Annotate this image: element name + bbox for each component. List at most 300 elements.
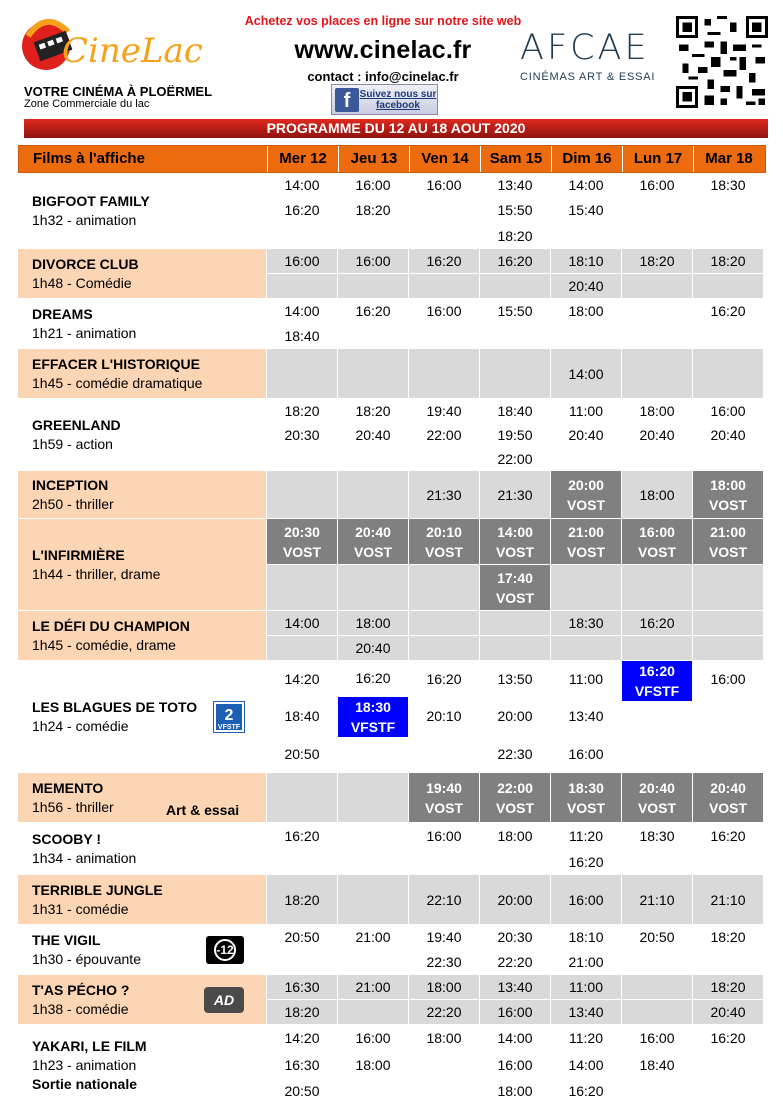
day-column bbox=[550, 299, 621, 348]
showtime[interactable]: 16:30 bbox=[267, 1052, 337, 1079]
day-column bbox=[408, 399, 479, 470]
showtime[interactable]: 13:40 bbox=[551, 698, 621, 735]
day-column bbox=[550, 925, 621, 974]
day-column bbox=[479, 173, 550, 248]
film-info bbox=[18, 471, 266, 518]
showtime[interactable]: 21:00 bbox=[338, 975, 408, 1000]
showtime[interactable]: 16:20 bbox=[409, 661, 479, 698]
empty-slot bbox=[622, 224, 692, 248]
day-column bbox=[692, 823, 763, 874]
day-column bbox=[266, 399, 337, 470]
showtime[interactable]: 18:00 bbox=[409, 975, 479, 1000]
showtime[interactable]: 18:00 bbox=[551, 299, 621, 324]
afcae-logo bbox=[520, 28, 665, 98]
art-essai-label: Art & essai bbox=[166, 802, 240, 818]
showtime[interactable]: 20:40 bbox=[338, 423, 408, 447]
film-row bbox=[18, 661, 766, 773]
showtime[interactable]: 18:40 bbox=[480, 399, 550, 423]
day-column bbox=[692, 519, 763, 610]
film-info bbox=[18, 299, 266, 348]
empty-slot bbox=[693, 324, 763, 348]
film-meta: 1h44 - thriller, drame bbox=[32, 566, 161, 582]
showtime[interactable]: 14:00 bbox=[267, 299, 337, 324]
film-title: GREENLAND bbox=[32, 417, 121, 433]
day-column bbox=[266, 823, 337, 874]
showtime[interactable]: 18:10 bbox=[551, 249, 621, 274]
day-column bbox=[266, 925, 337, 974]
location: Zone Commerciale du lac bbox=[24, 98, 150, 110]
showtime[interactable]: 11:00 bbox=[551, 399, 621, 423]
showtime[interactable]: 18:20 bbox=[622, 249, 692, 274]
showtime[interactable]: 18:20 bbox=[693, 249, 763, 274]
showtime[interactable]: 18:00 bbox=[622, 471, 692, 518]
film-info bbox=[18, 173, 266, 248]
day-column bbox=[550, 349, 621, 398]
day-column bbox=[692, 975, 763, 1024]
showtime[interactable]: 20:40 bbox=[338, 636, 408, 660]
day-column bbox=[621, 823, 692, 874]
empty-slot bbox=[267, 773, 337, 822]
empty-slot bbox=[693, 950, 763, 974]
empty-slot bbox=[551, 324, 621, 348]
empty-slot bbox=[693, 611, 763, 636]
showtime[interactable]: 16:00 bbox=[267, 249, 337, 274]
film-release-note: Sortie nationale bbox=[32, 1075, 138, 1092]
showtime[interactable]: 16:00 bbox=[551, 875, 621, 924]
showtime[interactable]: 18:10 bbox=[551, 925, 621, 950]
day-column bbox=[337, 471, 408, 518]
day-column bbox=[408, 875, 479, 924]
film-meta: 1h24 - comédie bbox=[32, 718, 129, 734]
day-column bbox=[621, 299, 692, 348]
empty-slot bbox=[693, 349, 763, 398]
film-title: T'AS PÉCHO ? bbox=[32, 982, 130, 998]
empty-slot bbox=[338, 950, 408, 974]
showtime[interactable]: 21:30 bbox=[480, 471, 550, 518]
showtime[interactable]: 14:00 bbox=[267, 173, 337, 198]
showtime[interactable]: 16:00 bbox=[409, 823, 479, 849]
day-column bbox=[266, 661, 337, 772]
day-column bbox=[337, 661, 408, 772]
showtime[interactable]: 16:20 bbox=[338, 661, 408, 697]
empty-slot bbox=[409, 636, 479, 660]
day-column bbox=[337, 249, 408, 298]
showtime[interactable]: 20:40 bbox=[551, 423, 621, 447]
showtime[interactable]: 20:00 bbox=[480, 875, 550, 924]
showtime[interactable]: 11:00 bbox=[551, 661, 621, 698]
film-row bbox=[18, 875, 766, 925]
showtime[interactable]: 18:00 bbox=[338, 611, 408, 636]
empty-slot bbox=[622, 565, 692, 610]
showtime[interactable]: 15:50 bbox=[480, 198, 550, 223]
film-meta: 1h56 - thriller bbox=[32, 799, 114, 815]
empty-slot bbox=[480, 849, 550, 874]
showtime-vost[interactable]: 18:00 VOST bbox=[693, 471, 763, 518]
day-column bbox=[408, 975, 479, 1024]
day-column bbox=[266, 975, 337, 1024]
empty-slot bbox=[338, 274, 408, 298]
showtime-vost[interactable]: 20:10 VOST bbox=[409, 519, 479, 565]
showtime[interactable]: 13:40 bbox=[551, 1000, 621, 1024]
showtime-vost[interactable]: 21:00 VOST bbox=[551, 519, 621, 565]
day-column bbox=[479, 875, 550, 924]
empty-slot bbox=[480, 274, 550, 298]
audio-description-icon: AD bbox=[204, 987, 244, 1013]
showtime-vost[interactable]: 14:00 VOST bbox=[480, 519, 550, 565]
showtime[interactable]: 15:50 bbox=[480, 299, 550, 324]
day-column bbox=[550, 249, 621, 298]
showtime[interactable]: 11:20 bbox=[551, 1025, 621, 1052]
showtime[interactable]: 20:50 bbox=[284, 745, 320, 762]
showtime[interactable]: 16:00 bbox=[693, 661, 763, 698]
day-column bbox=[692, 349, 763, 398]
showtime[interactable]: 20:30 bbox=[480, 925, 550, 950]
day-column bbox=[621, 925, 692, 974]
empty-slot bbox=[409, 224, 479, 248]
film-title: LE DÉFI DU CHAMPION bbox=[32, 618, 190, 634]
empty-slot bbox=[693, 198, 763, 223]
day-column bbox=[408, 471, 479, 518]
showtime[interactable]: 18:40 bbox=[267, 698, 337, 735]
showtime[interactable]: 22:20 bbox=[497, 954, 533, 970]
day-column bbox=[266, 519, 337, 610]
showtime[interactable]: 16:20 bbox=[693, 823, 763, 849]
showtime-vost[interactable]: 20:40 VOST bbox=[622, 773, 692, 822]
day-column bbox=[337, 875, 408, 924]
day-column bbox=[266, 1025, 337, 1104]
facebook-button[interactable] bbox=[331, 84, 438, 115]
film-title: MEMENTO bbox=[32, 780, 104, 796]
empty-slot bbox=[693, 447, 763, 470]
showtime[interactable]: 18:20 bbox=[497, 227, 533, 244]
film-title: EFFACER L'HISTORIQUE bbox=[32, 356, 200, 372]
film-info bbox=[18, 349, 266, 398]
empty-slot bbox=[338, 875, 408, 924]
film-row bbox=[18, 611, 766, 661]
showtime[interactable]: 18:20 bbox=[267, 399, 337, 423]
film-title: DIVORCE CLUB bbox=[32, 256, 139, 272]
film-info bbox=[18, 823, 266, 874]
showtime[interactable]: 21:30 bbox=[409, 471, 479, 518]
showtime[interactable]: 19:40 bbox=[409, 399, 479, 423]
empty-slot bbox=[622, 324, 692, 348]
day-column bbox=[479, 823, 550, 874]
day-column bbox=[621, 773, 692, 822]
day-column bbox=[408, 611, 479, 660]
film-title: INCEPTION bbox=[32, 477, 109, 493]
showtime[interactable]: 16:00 bbox=[622, 173, 692, 198]
showtime-vost[interactable]: 20:40 VOST bbox=[693, 773, 763, 822]
showtime[interactable]: 15:40 bbox=[551, 198, 621, 223]
showtime[interactable]: 19:40 bbox=[409, 925, 479, 950]
film-info bbox=[18, 661, 266, 772]
showtime[interactable]: 22:30 bbox=[497, 745, 533, 762]
showtime[interactable]: 19:50 bbox=[480, 423, 550, 447]
film-title: DREAMS bbox=[32, 306, 93, 322]
showtime[interactable]: 20:50 bbox=[284, 1083, 320, 1100]
day-column bbox=[337, 349, 408, 398]
empty-slot bbox=[409, 1052, 479, 1079]
showtime[interactable]: 14:00 bbox=[551, 1052, 621, 1079]
showtime[interactable]: 16:20 bbox=[338, 299, 408, 324]
day-column bbox=[337, 1025, 408, 1104]
film-meta: 1h31 - comédie bbox=[32, 901, 129, 917]
day-column bbox=[550, 173, 621, 248]
film-info bbox=[18, 249, 266, 298]
showtime-vfstf[interactable]: 18:30 VFSTF bbox=[338, 697, 408, 738]
showtime[interactable]: 14:00 bbox=[267, 611, 337, 636]
day-column bbox=[692, 249, 763, 298]
day-column bbox=[337, 611, 408, 660]
empty-slot bbox=[409, 565, 479, 610]
showtime[interactable]: 21:10 bbox=[622, 875, 692, 924]
showtime-vost[interactable]: 20:00 VOST bbox=[551, 471, 621, 518]
film-row bbox=[18, 299, 766, 349]
showtime[interactable]: 18:30 bbox=[622, 823, 692, 849]
showtime[interactable]: 13:50 bbox=[480, 661, 550, 698]
day-column bbox=[479, 773, 550, 822]
showtime[interactable]: 16:20 bbox=[409, 249, 479, 274]
showtime[interactable]: 16:00 bbox=[480, 1052, 550, 1079]
showtime[interactable]: 14:00 bbox=[480, 1025, 550, 1052]
film-title: SCOOBY ! bbox=[32, 831, 101, 847]
showtime[interactable]: 18:20 bbox=[267, 1000, 337, 1024]
showtime[interactable]: 22:30 bbox=[426, 954, 462, 970]
showtime[interactable]: 20:40 bbox=[551, 274, 621, 298]
cinelac-logo bbox=[18, 14, 208, 86]
showtime[interactable]: 16:00 bbox=[693, 399, 763, 423]
table-body bbox=[18, 173, 766, 1105]
empty-slot bbox=[338, 849, 408, 874]
day-column bbox=[550, 661, 621, 772]
showtime-vost[interactable]: 21:00 VOST bbox=[693, 519, 763, 565]
day-column bbox=[621, 399, 692, 470]
showtime[interactable]: 11:20 bbox=[551, 823, 621, 849]
programme-banner: PROGRAMME DU 12 AU 18 AOUT 2020 bbox=[24, 119, 768, 138]
empty-slot bbox=[338, 773, 408, 822]
showtime[interactable]: 16:20 bbox=[622, 611, 692, 636]
day-header: Mar 18 bbox=[693, 146, 764, 172]
showtime[interactable]: 14:00 bbox=[551, 349, 621, 398]
showtime[interactable]: 21:10 bbox=[693, 875, 763, 924]
showtime[interactable]: 16:00 bbox=[409, 299, 479, 324]
day-column bbox=[479, 611, 550, 660]
empty-slot bbox=[622, 1000, 692, 1024]
film-meta: 2h50 - thriller bbox=[32, 496, 114, 512]
showtime-vost[interactable]: 17:40 VOST bbox=[480, 565, 550, 610]
showtime[interactable]: 16:00 bbox=[480, 1000, 550, 1024]
empty-slot bbox=[267, 274, 337, 298]
film-info bbox=[18, 925, 266, 974]
showtime[interactable]: 14:00 bbox=[551, 173, 621, 198]
day-column bbox=[479, 1025, 550, 1104]
showtime[interactable]: 22:00 bbox=[497, 450, 533, 467]
showtime[interactable]: 18:20 bbox=[338, 198, 408, 223]
empty-slot bbox=[409, 349, 479, 398]
showtime[interactable]: 11:00 bbox=[551, 975, 621, 1000]
empty-slot bbox=[267, 349, 337, 398]
showtime-vost[interactable]: 22:00 VOST bbox=[480, 773, 550, 822]
empty-slot bbox=[267, 636, 337, 660]
showtime[interactable]: 20:10 bbox=[409, 698, 479, 735]
showtime[interactable]: 18:00 bbox=[409, 1025, 479, 1052]
day-column bbox=[692, 661, 763, 772]
day-column bbox=[479, 471, 550, 518]
empty-slot bbox=[551, 224, 621, 248]
showtime[interactable]: 18:20 bbox=[693, 975, 763, 1000]
day-column bbox=[692, 875, 763, 924]
day-column bbox=[479, 249, 550, 298]
film-row bbox=[18, 519, 766, 611]
empty-slot bbox=[409, 736, 479, 772]
empty-slot bbox=[693, 565, 763, 610]
day-column bbox=[550, 975, 621, 1024]
showtime[interactable]: 18:20 bbox=[338, 399, 408, 423]
showtime[interactable]: 16:00 bbox=[409, 173, 479, 198]
empty-slot bbox=[622, 274, 692, 298]
showtime[interactable]: 20:40 bbox=[622, 423, 692, 447]
contact-email[interactable]: contact : info@cinelac.fr bbox=[307, 69, 459, 84]
day-header: Dim 16 bbox=[551, 146, 622, 172]
film-title: YAKARI, LE FILM bbox=[32, 1037, 147, 1054]
day-column bbox=[266, 471, 337, 518]
film-title: TERRIBLE JUNGLE bbox=[32, 882, 163, 898]
showtime[interactable]: 18:30 bbox=[551, 611, 621, 636]
showtime[interactable]: 18:30 bbox=[693, 173, 763, 198]
empty-slot bbox=[480, 324, 550, 348]
showtime[interactable]: 18:40 bbox=[284, 328, 320, 344]
showtime[interactable]: 14:20 bbox=[267, 1025, 337, 1052]
day-column bbox=[408, 823, 479, 874]
showtime-vost[interactable]: 19:40 VOST bbox=[409, 773, 479, 822]
empty-slot bbox=[409, 1078, 479, 1104]
vfstf-icon: 2 VFSTF bbox=[214, 702, 244, 732]
day-column bbox=[408, 173, 479, 248]
day-column bbox=[408, 299, 479, 348]
empty-slot bbox=[693, 224, 763, 248]
showtime[interactable]: 16:00 bbox=[568, 745, 604, 762]
showtime[interactable]: 16:00 bbox=[338, 249, 408, 274]
showtime[interactable]: 22:00 bbox=[409, 423, 479, 447]
showtime[interactable]: 18:20 bbox=[267, 875, 337, 924]
day-column bbox=[550, 773, 621, 822]
showtime[interactable]: 18:00 bbox=[338, 1052, 408, 1079]
day-column bbox=[550, 1025, 621, 1104]
showtime-vost[interactable]: 20:40 VOST bbox=[338, 519, 408, 565]
day-column bbox=[692, 1025, 763, 1104]
facebook-icon: f bbox=[335, 88, 359, 112]
empty-slot bbox=[338, 349, 408, 398]
empty-slot bbox=[622, 1078, 692, 1104]
empty-slot bbox=[338, 447, 408, 470]
table-header bbox=[18, 145, 766, 173]
showtime[interactable]: 16:20 bbox=[267, 198, 337, 223]
showtime[interactable]: 20:50 bbox=[267, 925, 337, 950]
showtime[interactable]: 16:20 bbox=[267, 823, 337, 849]
day-column bbox=[550, 611, 621, 660]
day-column bbox=[692, 925, 763, 974]
showtime[interactable]: 14:20 bbox=[267, 661, 337, 698]
buy-online-text: Achetez vos places en ligne sur notre site web bbox=[244, 14, 522, 28]
empty-slot bbox=[693, 1052, 763, 1079]
showtime[interactable]: 21:00 bbox=[568, 954, 604, 970]
showtime[interactable]: 16:20 bbox=[480, 249, 550, 274]
empty-slot bbox=[622, 738, 692, 773]
film-info bbox=[18, 399, 266, 470]
showtime[interactable]: 16:20 bbox=[693, 299, 763, 324]
showtime[interactable]: 16:20 bbox=[568, 1083, 604, 1100]
website-link[interactable]: www.cinelac.fr bbox=[294, 36, 472, 64]
showtime[interactable]: 13:40 bbox=[480, 173, 550, 198]
showtime[interactable]: 22:10 bbox=[409, 875, 479, 924]
showtime[interactable]: 13:40 bbox=[480, 975, 550, 1000]
day-column bbox=[266, 875, 337, 924]
showtime[interactable]: 22:20 bbox=[409, 1000, 479, 1024]
day-column bbox=[337, 925, 408, 974]
day-column bbox=[266, 299, 337, 348]
empty-slot bbox=[409, 274, 479, 298]
showtime[interactable]: 20:40 bbox=[693, 1000, 763, 1024]
day-column bbox=[550, 875, 621, 924]
showtime[interactable]: 20:50 bbox=[622, 925, 692, 950]
showtime-vost[interactable]: 16:00 VOST bbox=[622, 519, 692, 565]
showtime[interactable]: 16:20 bbox=[693, 1025, 763, 1052]
day-column bbox=[337, 299, 408, 348]
empty-slot bbox=[622, 349, 692, 398]
showtime-vost[interactable]: 18:30 VOST bbox=[551, 773, 621, 822]
day-column bbox=[266, 773, 337, 822]
showtime[interactable]: 18:00 bbox=[622, 399, 692, 423]
day-column bbox=[408, 925, 479, 974]
showtime[interactable]: 18:00 bbox=[497, 1083, 533, 1100]
showtime-vost[interactable]: 20:30 VOST bbox=[267, 519, 337, 565]
showtime[interactable]: 16:20 bbox=[568, 853, 604, 870]
showtime-vfstf[interactable]: 16:20 VFSTF bbox=[622, 661, 692, 702]
day-column bbox=[621, 611, 692, 660]
showtime[interactable]: 16:00 bbox=[622, 1025, 692, 1052]
showtime[interactable]: 18:40 bbox=[622, 1052, 692, 1079]
film-meta: 1h59 - action bbox=[32, 436, 113, 452]
empty-slot bbox=[338, 823, 408, 849]
header-center bbox=[228, 14, 538, 84]
showtime[interactable]: 21:00 bbox=[338, 925, 408, 950]
day-header: Sam 15 bbox=[480, 146, 551, 172]
showtime[interactable]: 16:00 bbox=[338, 173, 408, 198]
showtime[interactable]: 18:00 bbox=[480, 823, 550, 849]
age-12-icon: -12 bbox=[206, 936, 244, 964]
showtime[interactable]: 20:40 bbox=[693, 423, 763, 447]
empty-slot bbox=[267, 447, 337, 470]
film-row bbox=[18, 925, 766, 975]
day-header: Ven 14 bbox=[409, 146, 480, 172]
film-row bbox=[18, 249, 766, 299]
empty-slot bbox=[267, 950, 337, 974]
day-column bbox=[408, 519, 479, 610]
showtime[interactable]: 20:00 bbox=[480, 698, 550, 735]
showtime[interactable]: 16:00 bbox=[338, 1025, 408, 1052]
empty-slot bbox=[551, 565, 621, 610]
showtime[interactable]: 16:30 bbox=[267, 975, 337, 1000]
showtime[interactable]: 20:30 bbox=[267, 423, 337, 447]
film-row bbox=[18, 823, 766, 875]
film-meta: 1h38 - comédie bbox=[32, 1001, 129, 1017]
day-column bbox=[266, 349, 337, 398]
films-header: Films à l'affiche bbox=[33, 150, 145, 167]
empty-slot bbox=[551, 447, 621, 470]
showtime[interactable]: 18:20 bbox=[693, 925, 763, 950]
day-column bbox=[621, 1025, 692, 1104]
day-column bbox=[692, 773, 763, 822]
